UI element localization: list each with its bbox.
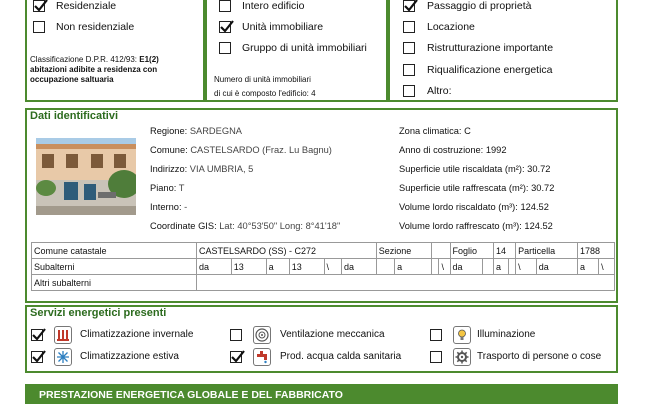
sezione-value (432, 243, 450, 259)
empty-cell (432, 259, 439, 275)
classificazione-text (30, 55, 159, 85)
classificazione-line2: abitazioni adibite a residenza con (30, 65, 158, 74)
sezione-label: Sezione (376, 243, 431, 259)
piano-field (150, 183, 184, 193)
ventilazione-checkbox[interactable] (230, 329, 242, 341)
non-residenziale-label: Non residenziale (56, 21, 135, 33)
numero-unita-label: Numero di unità immobiliari (214, 75, 311, 84)
vol-risc-value: 124.52 (520, 202, 549, 212)
prestazione-title: PRESTAZIONE ENERGETICA GLOBALE E DEL FABBRICATO (39, 389, 343, 401)
regione-label: Regione: (150, 126, 188, 136)
check-mark-icon (230, 349, 246, 365)
sep-cell: \ (324, 259, 341, 275)
riqualificazione-label: Riqualificazione energetica (427, 64, 553, 76)
check-mark-icon (33, 0, 49, 14)
sup-raff-value: 30.72 (531, 183, 555, 193)
radiator-icon (54, 326, 72, 344)
indirizzo-field (150, 164, 253, 174)
zona-value: C (464, 126, 471, 136)
climatizzazione-estiva-checkbox[interactable] (31, 351, 43, 363)
gis-value: Lat: 40°53'50" Long: 8°41'18" (219, 221, 341, 231)
altri-subalterni-label: Altri subalterni (32, 275, 197, 291)
sup-risc-value: 30.72 (527, 164, 551, 174)
vol-risc-label: Volume lordo riscaldato (m³): (399, 202, 518, 212)
sep-cell: \ (439, 259, 450, 275)
snowflake-icon (54, 348, 72, 366)
anno-label: Anno di costruzione: (399, 145, 484, 155)
gruppo-unita-label: Gruppo di unità immobiliari (242, 42, 367, 54)
interno-field (150, 202, 187, 212)
sup-risc-label: Superficie utile riscaldata (m²): (399, 164, 525, 174)
faucet-icon (253, 348, 271, 366)
classificazione-code: E1(2) (139, 55, 159, 64)
da-label: da (197, 259, 232, 275)
particella-value: 1788 (578, 243, 615, 259)
building-photo-art (36, 138, 136, 215)
foglio-label: Foglio (450, 243, 493, 259)
gruppo-unita-checkbox[interactable] (219, 42, 231, 54)
check-mark-icon (31, 349, 47, 365)
intero-edificio-label: Intero edificio (242, 0, 305, 12)
sub-to-value: 13 (289, 259, 324, 275)
comune-field (150, 145, 332, 155)
comune-label: Comune: (150, 145, 188, 155)
sup-raff-field (399, 183, 554, 193)
comune-catastale-label: Comune catastale (32, 243, 197, 259)
passaggio-label: Passaggio di proprietà (427, 0, 532, 12)
da-label: da (450, 259, 483, 275)
acqua-calda-checkbox[interactable] (230, 351, 242, 363)
regione-field (150, 126, 242, 136)
illuminazione-label: Illuminazione (477, 329, 536, 340)
ristrutturazione-checkbox[interactable] (403, 42, 415, 54)
vol-raff-value: 124.52 (524, 221, 553, 231)
comune-catastale-value: CASTELSARDO (SS) - C272 (197, 243, 377, 259)
classificazione-line3: occupazione saltuaria (30, 75, 114, 84)
sup-risc-field (399, 164, 550, 174)
subalterni-label: Subalterni (32, 259, 197, 275)
indirizzo-value: VIA UMBRIA, 5 (189, 164, 254, 174)
unita-immobiliare-label: Unità immobiliare (242, 21, 324, 33)
climatizzazione-invernale-label: Climatizzazione invernale (80, 329, 194, 340)
altri-subalterni-value (197, 275, 615, 291)
a-label: a (493, 259, 508, 275)
a-label: a (395, 259, 432, 275)
piano-value: T (178, 183, 185, 193)
piano-label: Piano: (150, 183, 177, 193)
residenziale-checkbox[interactable] (33, 0, 45, 12)
dati-identificativi-title: Dati identificativi (30, 110, 119, 122)
vol-raff-label: Volume lordo raffrescato (m³): (399, 221, 522, 231)
residenziale-label: Residenziale (56, 0, 117, 12)
climatizzazione-estiva-label: Climatizzazione estiva (80, 351, 179, 362)
check-mark-icon (219, 19, 235, 35)
zona-label: Zona climatica: (399, 126, 462, 136)
gis-label: Coordinate GIS: (150, 221, 217, 231)
servizi-title: Servizi energetici presenti (30, 307, 167, 319)
locazione-label: Locazione (427, 21, 475, 33)
check-mark-icon (403, 0, 419, 14)
lightbulb-icon (453, 326, 471, 344)
altro-checkbox[interactable] (403, 85, 415, 97)
destinazione-box (25, 0, 205, 102)
sep-cell: \ (516, 259, 537, 275)
empty-cell (483, 259, 494, 275)
classificazione-prefix: Classificazione D.P.R. 412/93: (30, 55, 140, 64)
table-row (32, 259, 615, 275)
climatizzazione-invernale-checkbox[interactable] (31, 329, 43, 341)
indirizzo-label: Indirizzo: (150, 164, 188, 174)
check-mark-icon (31, 327, 47, 343)
non-residenziale-checkbox[interactable] (33, 21, 45, 33)
gear-icon (453, 348, 471, 366)
empty-cell (376, 259, 394, 275)
ventilazione-label: Ventilazione meccanica (280, 329, 385, 340)
vol-risc-field (399, 202, 549, 212)
a-label: a (266, 259, 289, 275)
da-label: da (536, 259, 577, 275)
fan-icon (253, 326, 271, 344)
sub-from-value: 13 (231, 259, 266, 275)
trasporto-label: Trasporto di persone o cose (477, 351, 602, 362)
zona-field (399, 126, 471, 136)
illuminazione-checkbox[interactable] (430, 329, 442, 341)
composto-label: di cui è composto l'edificio: 4 (214, 89, 316, 98)
da-label: da (341, 259, 376, 275)
particella-label: Particella (516, 243, 578, 259)
intero-edificio-checkbox[interactable] (219, 0, 231, 12)
a-label: a (578, 259, 599, 275)
building-photo (36, 138, 136, 215)
passaggio-checkbox[interactable] (403, 0, 415, 12)
comune-value: CASTELSARDO (Fraz. Lu Bagnu) (190, 145, 332, 155)
catasto-table (31, 242, 615, 291)
anno-field (399, 145, 507, 155)
regione-value: SARDEGNA (189, 126, 242, 136)
gis-field (150, 221, 340, 231)
interno-label: Interno: (150, 202, 182, 212)
table-row (32, 243, 615, 259)
ristrutturazione-label: Ristrutturazione importante (427, 42, 554, 54)
altro-label: Altro: (427, 85, 452, 97)
anno-value: 1992 (485, 145, 507, 155)
table-row (32, 275, 615, 291)
foglio-value: 14 (493, 243, 515, 259)
interno-value: - (184, 202, 188, 212)
locazione-checkbox[interactable] (403, 21, 415, 33)
empty-cell (508, 259, 515, 275)
trasporto-checkbox[interactable] (430, 351, 442, 363)
vol-raff-field (399, 221, 553, 231)
acqua-calda-label: Prod. acqua calda sanitaria (280, 351, 402, 362)
sup-raff-label: Superficie utile raffrescata (m²): (399, 183, 529, 193)
riqualificazione-checkbox[interactable] (403, 64, 415, 76)
unita-immobiliare-checkbox[interactable] (219, 21, 231, 33)
sep-cell: \ (599, 259, 615, 275)
